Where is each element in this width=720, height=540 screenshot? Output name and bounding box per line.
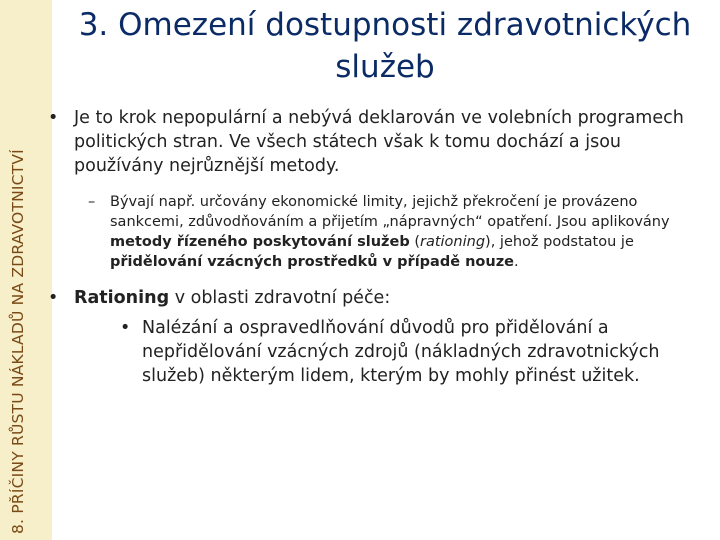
italic-term: rationing [420, 234, 486, 250]
bullet-text: Je to krok nepopulární a nebývá deklarován ve volebních programech politických stran. Ve všech státech však k tomu dochází a jsou používány nejrůznější metody. [74, 108, 684, 176]
sub-bullet-item [120, 316, 680, 388]
text-run: . [513, 254, 519, 270]
text-run: ( [409, 234, 420, 250]
bullet-icon: • [120, 318, 131, 338]
sidebar [0, 0, 52, 540]
sub-bullet-text: Nalézání a ospravedlňování důvodů pro přidělování a nepřidělování vzácných zdrojů (nákladných zdravotnických služeb) některým lidem, kterým by mohly přinést užitek. [142, 318, 660, 386]
bullet-icon: • [48, 108, 59, 128]
sidebar-section-title: 8. PŘÍČINY RŮSTU NÁKLADŮ NA ZDRAVOTNICTVÍ [9, 149, 27, 534]
text-run: ), jehož podstatou je [485, 234, 634, 250]
bold-term: přidělování vzácných prostředků v případě nouze [110, 254, 514, 270]
dash-icon: – [88, 194, 96, 210]
bold-term: Rationing [74, 288, 170, 308]
slide-title: 3. Omezení dostupnosti zdravotnických služeb [78, 7, 692, 85]
sub-bullet-item [88, 192, 678, 272]
sub-bullet-text [110, 192, 678, 272]
text-run: Bývají např. určovány ekonomické limity, jejichž překročení je provázeno sankcemi, zdůvodňováním a přijetím „nápravných“ opatření. Jsou aplikovány [110, 194, 670, 230]
slide-content [48, 106, 708, 388]
bullet-text [74, 286, 708, 310]
bullet-item [48, 106, 708, 178]
bullet-item [48, 286, 708, 310]
text-run: v oblasti zdravotní péče: [169, 288, 391, 308]
bullet-icon: • [48, 288, 59, 308]
bold-term: metody řízeného poskytování služeb [110, 234, 410, 250]
